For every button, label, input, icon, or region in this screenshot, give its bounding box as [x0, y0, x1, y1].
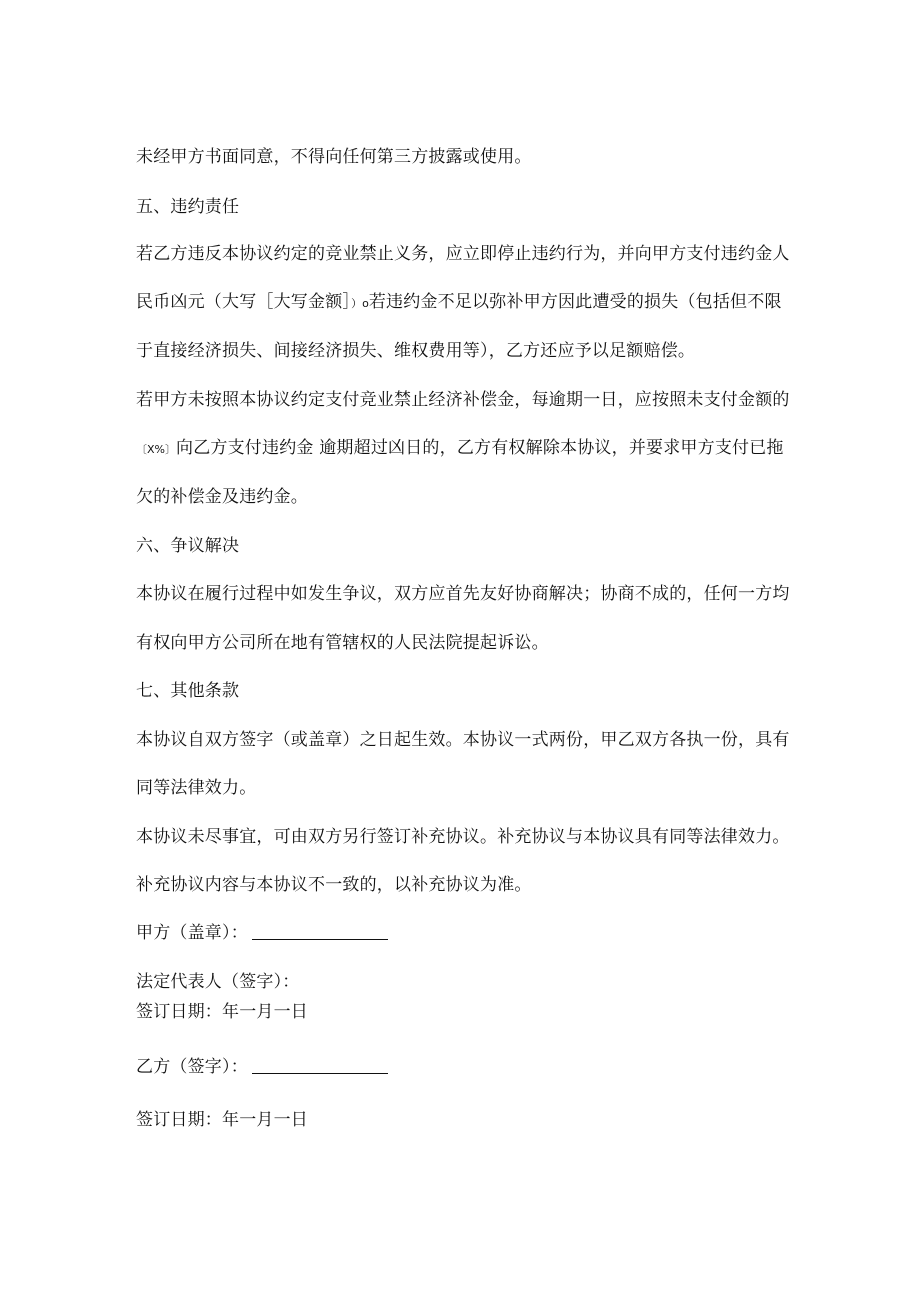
- paragraph-breach-1-line-1: 若乙方违反本协议约定的竞业禁止义务，应立即停止违约行为，并向甲方支付违约金人: [136, 244, 790, 264]
- signature-date-2: 签订日期：年一月一日: [136, 1110, 308, 1130]
- paragraph-effect-line-2: 同等法律效力。: [136, 778, 257, 798]
- party-a-signature-line: [252, 923, 388, 940]
- paragraph-breach-2-line-1: 若甲方未按照本协议约定支付竞业禁止经济补偿金，每逾期一日，应按照未支付金额的: [136, 390, 790, 410]
- signature-legal-rep: 法定代表人（签字）：: [136, 972, 300, 992]
- small-mark-x-percent: 〔X%〕: [136, 443, 176, 456]
- paragraph-supplement-line-1: 本协议未尽事宜，可由双方另行签订补充协议。补充协议与本协议具有同等法律效力。: [136, 827, 790, 847]
- paragraph-confidentiality-end: 未经甲方书面同意，不得向任何第三方披露或使用。: [136, 147, 532, 167]
- party-b-label: 乙方（签字）：: [136, 1057, 248, 1077]
- paragraph-dispute-line-2: 有权向甲方公司所在地有管辖权的人民法院提起诉讼。: [136, 633, 549, 653]
- signature-party-a: [136, 921, 388, 945]
- signature-date-1: 签订日期：年一月一日: [136, 1002, 308, 1022]
- paragraph-breach-1-line-2: [136, 290, 782, 316]
- text-penalty: 向乙方支付违约金: [176, 438, 314, 458]
- party-b-signature-line: [252, 1057, 388, 1074]
- signature-party-b: [136, 1055, 388, 1079]
- paragraph-breach-2-line-3: 欠的补偿金及违约金。: [136, 487, 308, 507]
- text-amount: 民币凶元（大写［大写金额］: [136, 292, 352, 312]
- party-a-label: 甲方（盖章）：: [136, 923, 248, 943]
- section-heading-other: 七、其他条款: [136, 681, 240, 701]
- paragraph-dispute-line-1: 本协议在履行过程中如发生争议，双方应首先友好协商解决；协商不成的，任何一方均: [136, 584, 790, 604]
- paragraph-breach-2-line-2: [136, 436, 784, 462]
- text-overdue: 逾期超过凶日的，乙方有权解除本协议，并要求甲方支付已拖: [319, 438, 784, 458]
- section-heading-dispute: 六、争议解决: [136, 536, 240, 556]
- paragraph-breach-1-line-3: 于直接经济损失、间接经济损失、维权费用等），乙方还应予以足额赔偿。: [136, 341, 696, 361]
- text-loss: 若违约金不足以弥补甲方因此遭受的损失（包括但不限: [368, 292, 782, 312]
- section-heading-breach: 五、违约责任: [136, 197, 240, 217]
- paragraph-supplement-line-2: 补充协议内容与本协议不一致的，以补充协议为准。: [136, 875, 532, 895]
- small-mark-close-paren: ）o: [351, 297, 369, 310]
- paragraph-effect-line-1: 本协议自双方签字（或盖章）之日起生效。本协议一式两份，甲乙双方各执一份，具有: [136, 730, 790, 750]
